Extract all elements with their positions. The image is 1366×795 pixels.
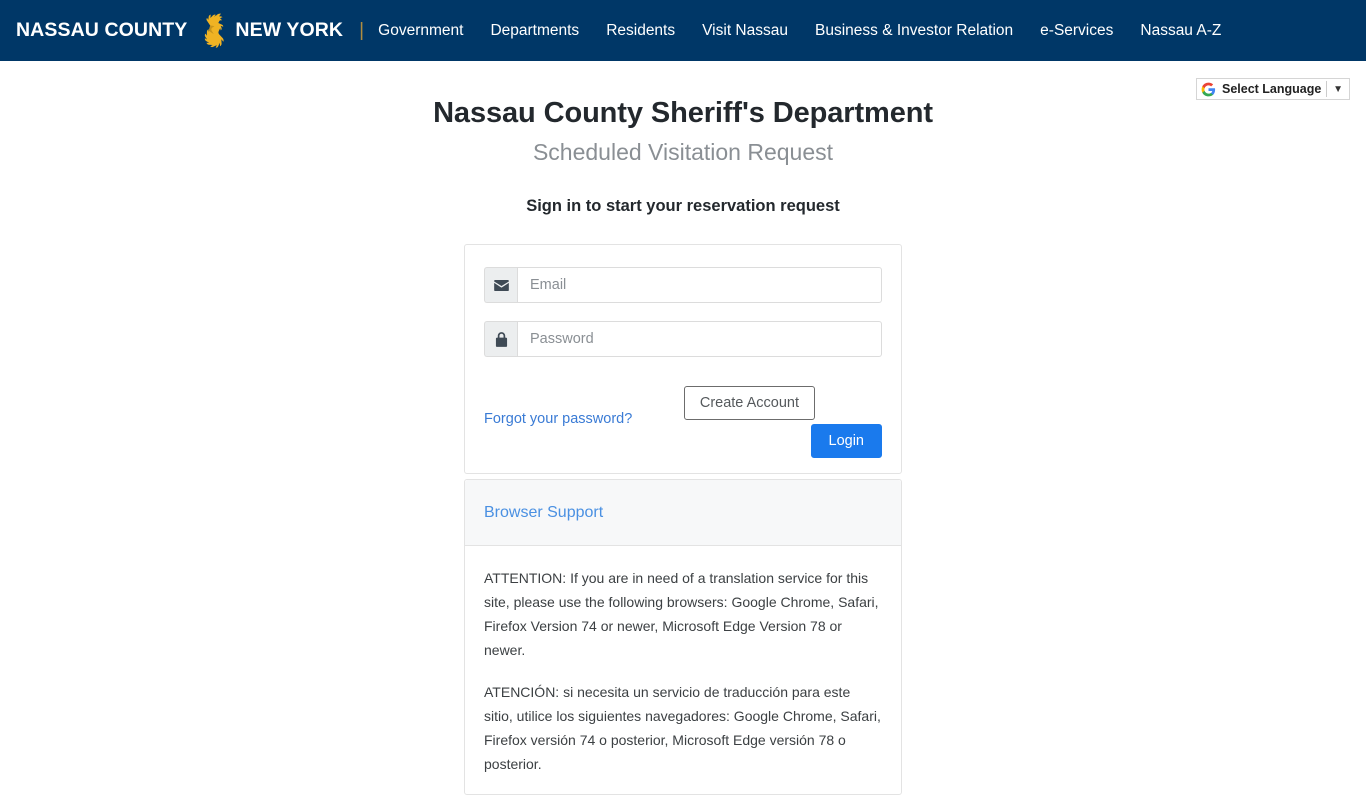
primary-nav-links bbox=[378, 22, 1221, 40]
nav-link-departments[interactable]: Departments bbox=[490, 21, 580, 39]
top-navigation-bar bbox=[0, 0, 1366, 61]
site-brand[interactable] bbox=[16, 12, 378, 50]
nav-link-nassau-a-z[interactable]: Nassau A-Z bbox=[1140, 21, 1222, 39]
login-button[interactable]: Login bbox=[811, 424, 882, 458]
page-title: Nassau County Sheriff's Department bbox=[433, 97, 933, 129]
google-g-icon bbox=[1201, 82, 1216, 97]
signin-prompt: Sign in to start your reservation request bbox=[526, 197, 840, 215]
lion-rampant-icon bbox=[196, 12, 226, 50]
lock-icon bbox=[484, 321, 517, 357]
browser-support-header[interactable] bbox=[465, 480, 901, 546]
login-card bbox=[464, 244, 902, 474]
nav-link-government[interactable]: Government bbox=[378, 21, 464, 39]
page-header bbox=[0, 97, 1366, 216]
nav-link-residents[interactable]: Residents bbox=[606, 21, 676, 39]
email-input-group bbox=[484, 267, 882, 303]
select-language-dropdown[interactable] bbox=[1196, 78, 1350, 100]
chevron-down-icon[interactable]: ▼ bbox=[1333, 83, 1343, 95]
browser-support-panel bbox=[464, 479, 902, 795]
forgot-password-link[interactable]: Forgot your password? bbox=[484, 411, 633, 427]
login-card-body bbox=[465, 245, 901, 473]
password-input[interactable] bbox=[517, 321, 882, 357]
page-subtitle: Scheduled Visitation Request bbox=[532, 139, 834, 165]
password-input-group bbox=[484, 321, 882, 357]
create-account-button[interactable]: Create Account bbox=[684, 386, 815, 420]
browser-support-text-english: ATTENTION: If you are in need of a translation service for this site, please use the following browsers: Google Chrome, Safari, Firefox Version 74 or newer, Microsoft Edge Version 78 or newer. bbox=[484, 570, 879, 658]
select-language-label: Select Language bbox=[1222, 82, 1322, 96]
browser-support-link[interactable]: Browser Support bbox=[484, 504, 604, 521]
login-actions bbox=[484, 375, 882, 453]
brand-state-label: NEW YORK bbox=[235, 19, 344, 41]
email-input[interactable] bbox=[517, 267, 882, 303]
brand-divider: | bbox=[359, 19, 365, 41]
nav-link-business-investor-relation[interactable]: Business & Investor Relation bbox=[815, 21, 1014, 39]
browser-support-body bbox=[465, 546, 901, 794]
nav-link-visit-nassau[interactable]: Visit Nassau bbox=[702, 21, 788, 39]
brand-county-label: NASSAU COUNTY bbox=[16, 19, 188, 41]
nav-link-e-services[interactable]: e-Services bbox=[1040, 21, 1114, 39]
envelope-icon bbox=[484, 267, 517, 303]
browser-support-text-spanish: ATENCIÓN: si necesita un servicio de traducción para este sitio, utilice los siguientes navegadores: Google Chrome, Safari, Firefox versión 74 o posterior, Microsoft Edge versión 78 o posterior. bbox=[484, 684, 881, 772]
translate-separator bbox=[1326, 81, 1327, 97]
